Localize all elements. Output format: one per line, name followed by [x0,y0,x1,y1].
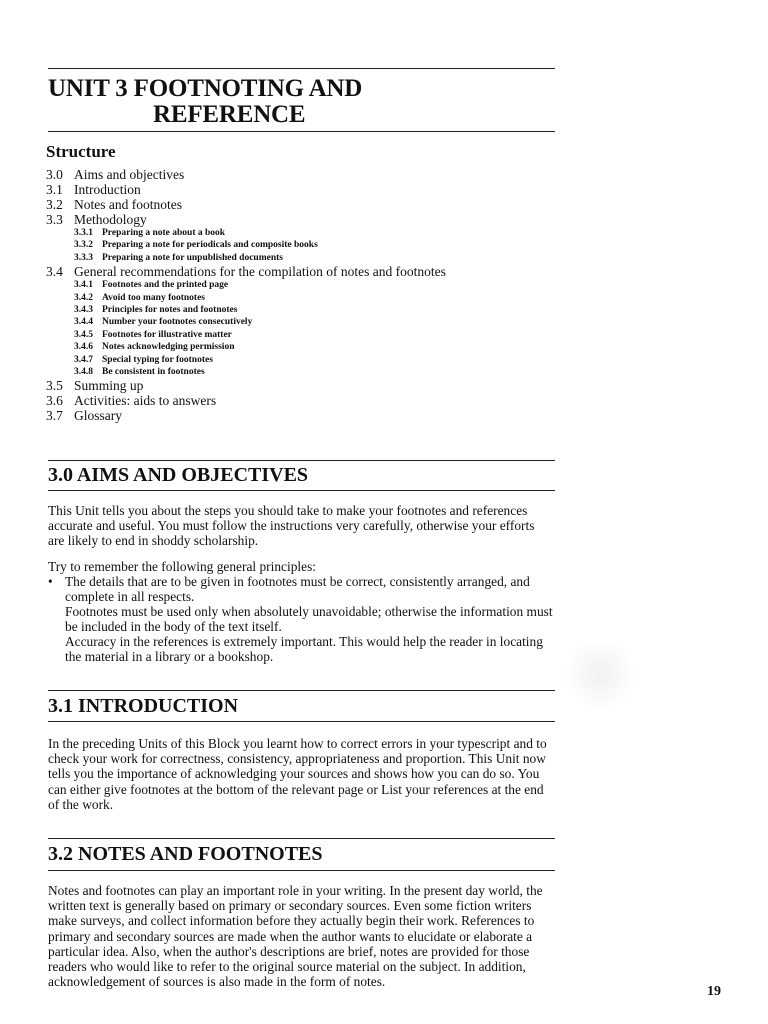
toc-subitem [46,239,566,251]
toc-num: 3.6 [46,393,63,409]
toc-subitem [46,304,566,316]
structure-heading: Structure [46,142,116,161]
toc-item [46,197,566,212]
list-item [48,574,553,604]
principle-paragraph: Footnotes must be used only when absolutely unavoidable; otherwise the information must be included in the body of the text itself. [65,604,553,635]
principles-list [48,574,553,604]
toc-item [46,378,566,393]
toc-item [46,393,566,408]
toc-subitem [46,252,566,264]
toc-label: Introduction [74,182,141,197]
toc-num: 3.1 [46,182,63,197]
bullet-dot: • [48,574,53,589]
section-heading-introduction: 3.1 INTRODUCTION [48,695,239,717]
toc-label: Footnotes and the printed page [102,280,229,291]
section-heading-aims: 3.0 AIMS AND OBJECTIVES [48,464,309,486]
section-heading-notes: 3.2 NOTES AND FOOTNOTES [48,843,323,865]
toc-label: Glossary [74,408,122,424]
toc-label: Special typing for footnotes [102,354,213,365]
toc-label: Principles for notes and footnotes [102,305,238,316]
toc-subitem [46,292,566,304]
toc-label: General recommendations for the compilation of notes and footnotes [74,264,446,280]
page-number: 19 [707,984,721,999]
toc-subitem [46,279,566,291]
toc-subitem [46,227,566,239]
scan-smudge [560,640,640,710]
toc-num: 3.0 [46,167,63,182]
aims-paragraph: This Unit tells you about the steps you should take to make your footnotes and references accurate and useful. You must follow the instructions very carefully, otherwise your efforts are likely to end in shoddy scholarship. [48,503,535,549]
toc-item [46,408,566,423]
toc-label: Notes and footnotes [74,197,182,212]
toc-num: 3.4 [46,264,63,280]
toc-num: 3.3.1 [74,228,93,238]
toc-num: 3.4.4 [74,317,93,328]
unit-title [48,76,362,128]
principle-paragraph: Accuracy in the references is extremely important. This would help the reader in locating the material in a library or a bookshop. [65,634,543,665]
toc-item [46,182,566,197]
toc-num: 3.5 [46,378,63,394]
title-rule [48,131,555,132]
toc-num: 3.4.1 [74,280,93,291]
toc-label: Methodology [74,212,147,227]
toc-item [46,212,566,227]
toc-num: 3.4.8 [74,367,93,378]
toc-num: 3.7 [46,408,63,424]
toc-label: Aims and objectives [74,167,185,182]
toc-num: 3.3 [46,212,63,227]
introduction-paragraph: In the preceding Units of this Block you learnt how to correct errors in your typescript and to check your work for correctness, consistency, appropriateness and proportion. This Unit now tells you the importance of acknowledging your sources and shows how you can do so. You can either give footnotes at the bottom of the relevant page or List your references at the end of the work. [48,736,547,812]
toc-label: Be consistent in footnotes [102,367,205,378]
unit-title-line2: REFERENCE [153,101,306,128]
principles-intro: Try to remember the following general principles: [48,559,316,574]
section-rule-bottom [48,490,555,491]
toc-subitem [46,354,566,366]
toc-num: 3.4.6 [74,342,93,353]
toc-num: 3.3.2 [74,240,93,251]
section-rule-top [48,690,555,691]
table-of-contents [46,167,566,423]
toc-label: Summing up [74,378,144,394]
toc-subitem [46,341,566,353]
toc-label: Activities: aids to answers [74,393,217,409]
toc-num: 3.4.3 [74,305,93,316]
toc-subitem [46,329,566,341]
section-rule-top [48,838,555,839]
toc-subitem [46,366,566,378]
toc-item [46,264,566,279]
toc-subitem [46,316,566,328]
toc-label: Notes acknowledging permission [102,342,235,353]
toc-label: Preparing a note for unpublished documents [102,252,283,263]
section-rule-top [48,460,555,461]
notes-paragraph: Notes and footnotes can play an important role in your writing. In the present day world, the written text is generally based on primary or secondary sources. Even some fiction writers make surveys, and collect information before they actually begin their work. References to primary and secondary sources are made when the author wants to elucidate or elaborate a particular idea. Also, when the author's descriptions are brief, notes are provided for those readers who would like to refer to the original source material on the subject. In addition, acknowledgement of sources is also made in the form of notes. [48,883,543,990]
toc-label: Preparing a note for periodicals and composite books [102,240,318,251]
toc-label: Avoid too many footnotes [102,292,206,303]
toc-label: Footnotes for illustrative matter [102,329,232,340]
toc-num: 3.4.2 [74,292,93,303]
toc-label: Number your footnotes consecutively [102,317,253,328]
list-item-text: The details that are to be given in footnotes must be correct, consistently arranged, and complete in all respects. [65,574,530,605]
toc-num: 3.4.5 [74,329,93,340]
toc-item [46,167,566,182]
toc-label: Preparing a note about a book [102,228,226,238]
unit-title-line1: UNIT 3 FOOTNOTING AND [48,75,363,102]
section-rule-bottom [48,870,555,871]
toc-num: 3.3.3 [74,252,93,263]
section-rule-bottom [48,721,555,722]
toc-num: 3.4.7 [74,354,93,365]
top-rule [48,68,555,69]
toc-num: 3.2 [46,197,63,212]
